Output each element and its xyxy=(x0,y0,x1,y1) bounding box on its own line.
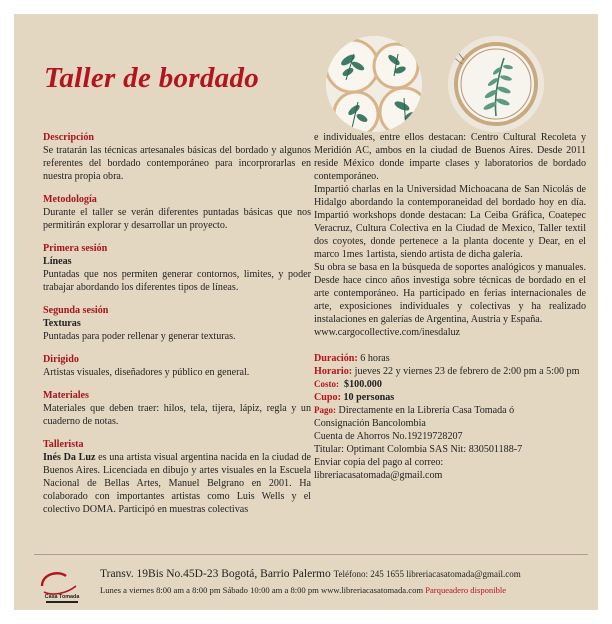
section-heading: Primera sesión xyxy=(43,243,108,254)
info-horario xyxy=(314,365,586,378)
section-tallerista xyxy=(43,438,311,516)
section-heading: Descripción xyxy=(43,132,95,143)
section-text: Se tratarán las técnicas artesanales básicas del bordado y algunos referentes del bordado contemporáneo para incorprorarlas en nuestra propia obra. xyxy=(43,145,311,182)
section-materiales xyxy=(43,389,311,428)
section-heading: Materiales xyxy=(43,390,89,401)
section-text: Puntadas que nos permiten generar contornos, limites, y poder trabajar abordando los diferentes tipos de líneas. xyxy=(43,269,311,293)
logo-text: Casa Tomada xyxy=(44,594,80,600)
info-value: Directamente en la Librería Casa Tomada ó xyxy=(336,405,515,416)
bio-paragraph-3: Su obra se basa en la búsqueda de soportes analógicos y manuales. Desde hace cinco años investiga sobre técnicas de bordado en el arte contemporáneo. Ha participado en ferias internacionales de arte, exposiciones individuales y colectivas y ha realizado instalaciones en galerías de Argentina, Austria y España. xyxy=(314,262,586,325)
section-heading: Tallerista xyxy=(43,439,84,450)
section-heading: Metodología xyxy=(43,194,97,205)
section-dirigido xyxy=(43,353,311,379)
section-segunda-sesion xyxy=(43,304,311,343)
info-value: 10 personas xyxy=(340,392,395,403)
embroidery-hoop-photo-leaves xyxy=(326,36,422,132)
footer-hours xyxy=(100,585,506,595)
info-label: Pago: xyxy=(314,405,336,415)
hours-text: Lunes a viernes 8:00 am a 8:00 pm Sábado 10:00 am a 8:00 pm www.libreriacasatomada.com xyxy=(100,585,426,595)
section-text xyxy=(43,451,311,516)
pago-line: Enviar copia del pago al correo: xyxy=(314,457,444,468)
info-value: 6 horas xyxy=(357,353,390,364)
info-label: Cupo: xyxy=(314,392,341,403)
section-descripcion xyxy=(43,131,311,183)
bio-paragraph-1: e individuales, entre ellos destacan: Centro Cultural Recoleta y Meridión AC, ambos en la ciudad de Buenos Aires. Desde 2011 reside México donde imparte clases y laboratorios de bordado contemporáneo. xyxy=(314,132,586,182)
section-heading: Dirigido xyxy=(43,354,79,365)
artist-name: Inés Da Luz xyxy=(43,452,96,463)
section-heading: Segunda sesión xyxy=(43,305,109,316)
section-text: Materiales que deben traer: hilos, tela, tijera, lápiz, regla y un cuaderno de notas. xyxy=(43,403,311,427)
section-subheading: Líneas xyxy=(43,256,72,267)
footer xyxy=(14,554,598,610)
page-title: Taller de bordado xyxy=(44,62,260,94)
artist-website-link[interactable]: www.cargocollective.com/inesdaluz xyxy=(314,327,461,338)
info-duracion xyxy=(314,352,586,365)
pago-line: Titular: Optimant Colombia SAS Nit: 830501188-7 xyxy=(314,444,523,455)
embroidery-hoop-photo-fern xyxy=(448,36,544,132)
section-text: Puntadas para poder rellenar y generar texturas. xyxy=(43,331,236,342)
pago-line: Cuenta de Ahorros No.19219728207 xyxy=(314,431,463,442)
footer-divider xyxy=(34,554,588,555)
section-primera-sesion xyxy=(43,242,311,294)
section-metodologia xyxy=(43,193,311,232)
footer-address xyxy=(100,568,521,580)
flyer xyxy=(14,14,598,610)
pago-line: Consignación Bancolombia xyxy=(314,418,426,429)
info-label: Horario: xyxy=(314,366,353,377)
left-column xyxy=(43,131,311,526)
right-column xyxy=(314,131,586,482)
address-text: Transv. 19Bis No.45D-23 Bogotá, Barrio Palermo xyxy=(100,568,334,580)
artist-bio: es una artista visual argentina nacida en la ciudad de Buenos Aires. Licenciada en dibujo y artes visuales en la Escuela Nacional de Bellas Artes, Manuel Belgrano en 2001. Ha colaborado con importantes artistas como Luis Wells y el colectivo DOMA. Participó en muestras colectivas xyxy=(43,452,311,515)
parking-text: Parqueadero disponible xyxy=(425,585,507,595)
info-value: jueves 22 y viernes 23 de febrero de 2:00 pm a 5:00 pm xyxy=(352,366,580,377)
section-subheading: Texturas xyxy=(43,318,81,329)
info-label: Duración: xyxy=(314,353,358,364)
info-pago xyxy=(314,404,586,417)
section-text: Durante el taller se verán diferentes puntadas básicas que nos permitirán explorar y desarrollar un proyecto. xyxy=(43,207,311,231)
bio-paragraph-2: Impartió charlas en la Universidad Michoacana de San Nicolás de Hidalgo abordando la contemporaneidad del bordado hoy en día. Impartió workshops donde destacan: La Ceiba Gráfica, Coatepec Veracruz, Cultura Colectiva en la Ciudad de Mexico, Taller textil dos coyotes, donde pertenece a la planta docente y Dear, en el marco 1mes 1artista, siendo artista de dicha galería. xyxy=(314,184,586,260)
info-costo xyxy=(314,378,586,391)
phone-email-text: Teléfono: 245 1655 libreriacasatomada@gmail.com xyxy=(333,569,521,579)
info-value: $100.000 xyxy=(344,379,382,390)
info-label: Costo: xyxy=(314,379,339,389)
casa-tomada-logo xyxy=(36,566,88,606)
section-text: Artistas visuales, diseñadores y público en general. xyxy=(43,367,250,378)
info-cupo xyxy=(314,391,586,404)
payment-email-link[interactable]: libreriacasatomada@gmail.com xyxy=(314,470,443,481)
